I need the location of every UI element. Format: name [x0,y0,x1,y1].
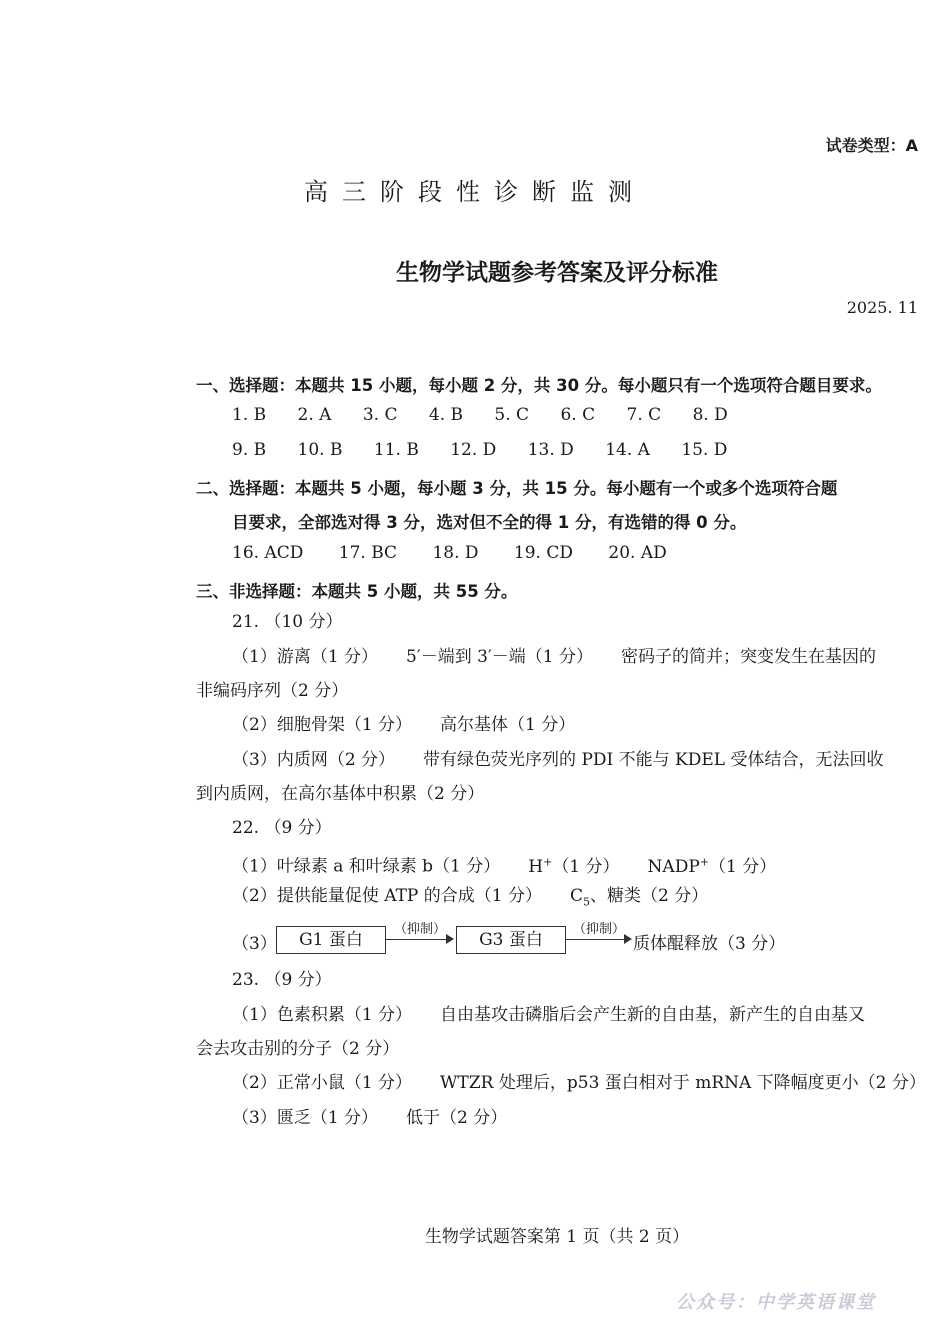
answer-item: 1. B [232,405,267,425]
answer-item: 18. D [432,543,479,563]
watermark: 公众号：中学英语课堂 [676,1292,876,1313]
answer-item: 17. BC [338,543,398,563]
q23-part2-answer-b: WTZR 处理后，p53 蛋白相对于 mRNA 下降幅度更小（2 分） [440,1073,926,1093]
flow-arrow-inhibit-2 [566,924,632,954]
answer-item: 9. B [232,440,267,460]
q22-part1-answer-a: （1）叶绿素 a 和叶绿素 b（1 分） [232,856,501,877]
q21-part2-answer-a: （2）细胞骨架（1 分） [232,715,413,735]
flow-arrow-label: （抑制） [393,922,446,937]
q21-part3-answer-b: 带有绿色荧光序列的 PDI 不能与 KDEL 受体结合，无法回收 [423,750,884,770]
q22-title: 22. （9 分） [232,818,332,838]
flow-end-text: 质体醌释放（3 分） [633,934,786,954]
q22-part1 [232,852,776,877]
q23-part1-answer-a: （1）色素积累（1 分） [232,1005,413,1025]
answer-item: 6. C [560,405,596,425]
q21-part2-answer-b: 高尔基体（1 分） [440,715,576,735]
q23-part2 [232,1073,926,1093]
q21-part1-answer-c: 密码子的简并；突变发生在基因的 [621,647,877,667]
q21-title: 21. （10 分） [232,612,343,632]
answer-item: 5. C [494,405,530,425]
flow-box-g1-protein: G1 蛋白 [276,926,386,954]
q23-part3-answer-b: 低于（2 分） [406,1108,508,1128]
answer-item: 7. C [626,405,662,425]
answer-item: 3. C [362,405,398,425]
q21-part2 [232,715,575,735]
q22-part3-label: （3） [232,934,277,954]
q22-part2 [232,886,708,912]
page-footer: 生物学试题答案第 1 页（共 2 页） [424,1227,690,1247]
section2-heading-line1: 二、选择题：本题共 5 小题，每小题 3 分，共 15 分。每小题有一个或多个选项符合题 [196,479,838,498]
answer-item: 12. D [450,440,497,460]
arrow-right-icon [446,934,454,944]
arrow-right-icon [624,934,632,944]
q21-part3-line2: 到内质网，在高尔基体中积累（2 分） [196,784,485,804]
document-subtitle: 生物学试题参考答案及评分标准 [396,260,718,286]
answer-item: 2. A [297,405,332,425]
answer-item: 15. D [681,440,728,460]
document-date: 2025. 11 [846,298,918,317]
answer-item: 14. A [605,440,650,460]
document-title: 高三阶段性诊断监测 [304,178,646,206]
q21-part1-line1 [232,647,876,667]
answer-item: 4. B [428,405,464,425]
paper-type-label: 试卷类型：A [825,136,918,155]
q21-part1-answer-b: 5′－端到 3′－端（1 分） [406,647,594,667]
answer-item: 8. D [692,405,728,425]
flow-arrow-label: （抑制） [572,922,625,937]
q23-part2-answer-a: （2）正常小鼠（1 分） [232,1073,413,1093]
q23-part1-line2: 会去攻击别的分子（2 分） [196,1039,400,1059]
q21-part1-line2: 非编码序列（2 分） [196,681,349,701]
q23-part3 [232,1108,507,1128]
q22-part2-answer-a: （2）提供能量促使 ATP 的合成（1 分） [232,886,542,906]
answer-item: 19. CD [513,543,573,563]
q21-part3-line1 [232,750,883,770]
answer-item: 16. ACD [232,543,304,563]
section3-heading: 三、非选择题：本题共 5 小题，共 55 分。 [196,582,518,601]
answer-item: 13. D [527,440,574,460]
q21-part3-answer-a: （3）内质网（2 分） [232,750,396,770]
answer-item: 20. AD [608,543,667,563]
q23-part1-line1 [232,1005,865,1025]
section1-answers-row1 [232,405,754,425]
q23-part1-answer-b: 自由基攻击磷脂后会产生新的自由基，新产生的自由基又 [440,1005,866,1025]
q22-part1-answer-b: H+（1 分） [528,855,620,877]
answer-item: 11. B [373,440,419,460]
q23-part3-answer-a: （3）匮乏（1 分） [232,1108,379,1128]
section1-heading: 一、选择题：本题共 15 小题，每小题 2 分，共 30 分。每小题只有一个选项符合题目要求。 [196,376,882,395]
section1-answers-row2 [232,440,753,460]
flow-box-g3-protein: G3 蛋白 [456,926,566,954]
section2-answers [232,543,697,563]
q22-part1-answer-c: NADP+（1 分） [647,855,777,877]
flow-arrow-inhibit-1 [386,924,454,954]
q22-part2-answer-b: $C_5$、糖类（2 分） [569,886,709,909]
q23-title: 23. （9 分） [232,970,332,990]
answer-item: 10. B [297,440,343,460]
q21-part1-answer-a: （1）游离（1 分） [232,647,379,667]
section2-heading-line2: 目要求，全部选对得 3 分，选对但不全的得 1 分，有选错的得 0 分。 [232,513,747,532]
